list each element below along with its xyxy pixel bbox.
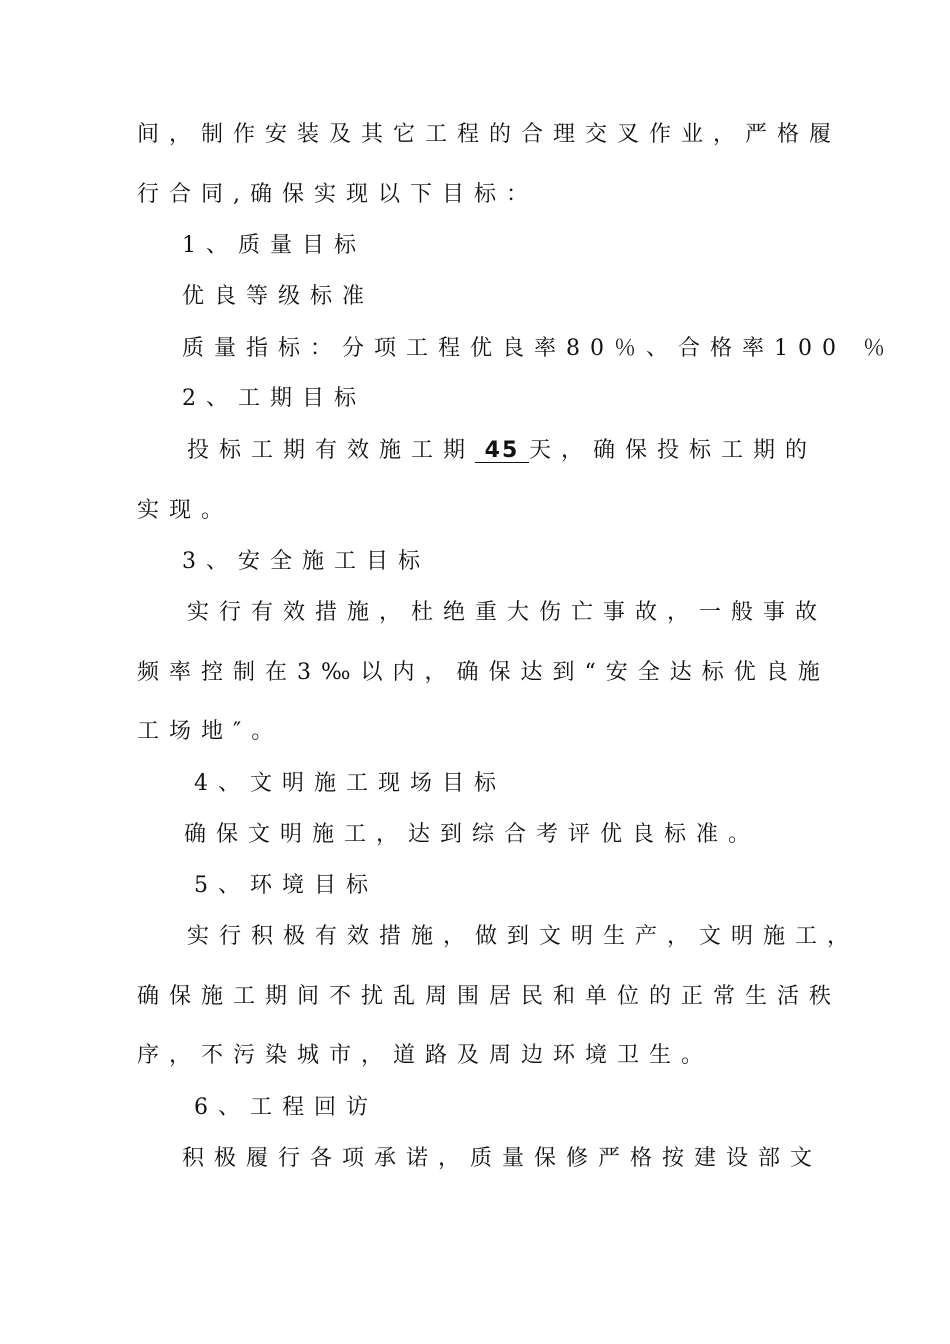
paragraph-line: 实现。	[137, 498, 234, 523]
paragraph-line: 质量指标：分项工程优良率80％、合格率100 ％	[182, 336, 895, 361]
paragraph-line: 频率控制在3‰以内，确保达到“安全达标优良施	[137, 660, 830, 685]
paragraph-line: 行合同,确保实现以下目标：	[137, 182, 538, 207]
section-heading-quality: 1、质量目标	[182, 233, 366, 258]
section-heading-schedule: 2、工期目标	[182, 386, 366, 411]
section-heading-safety: 3、安全施工目标	[182, 549, 430, 574]
paragraph-line: 积极履行各项承诺，质量保修严格按建设部文	[182, 1146, 823, 1171]
paragraph-line: 间，制作安装及其它工程的合理交叉作业，严格履	[137, 122, 842, 147]
schedule-days-value: 45	[475, 438, 529, 463]
schedule-prefix: 投标工期有效施工期	[187, 438, 476, 463]
paragraph-line: 序，不污染城市，道路及周边环境卫生。	[137, 1043, 714, 1068]
paragraph-line: 优良等级标准	[182, 284, 375, 309]
schedule-line	[187, 436, 817, 466]
paragraph-line: 确保文明施工，达到综合考评优良标准。	[184, 822, 761, 847]
paragraph-line: 确保施工期间不扰乱周围居民和单位的正常生活秩	[137, 984, 842, 1009]
section-heading-environment: 5、环境目标	[194, 873, 378, 898]
section-heading-revisit: 6、工程回访	[194, 1095, 378, 1120]
section-heading-civilized: 4、文明施工现场目标	[194, 771, 506, 796]
paragraph-line: 实行积极有效措施，做到文明生产，文明施工，	[187, 924, 860, 949]
schedule-suffix: 天，确保投标工期的	[528, 438, 817, 463]
paragraph-line: 工场地″。	[137, 719, 284, 744]
paragraph-line: 实行有效措施，杜绝重大伤亡事故，一般事故	[187, 600, 828, 625]
